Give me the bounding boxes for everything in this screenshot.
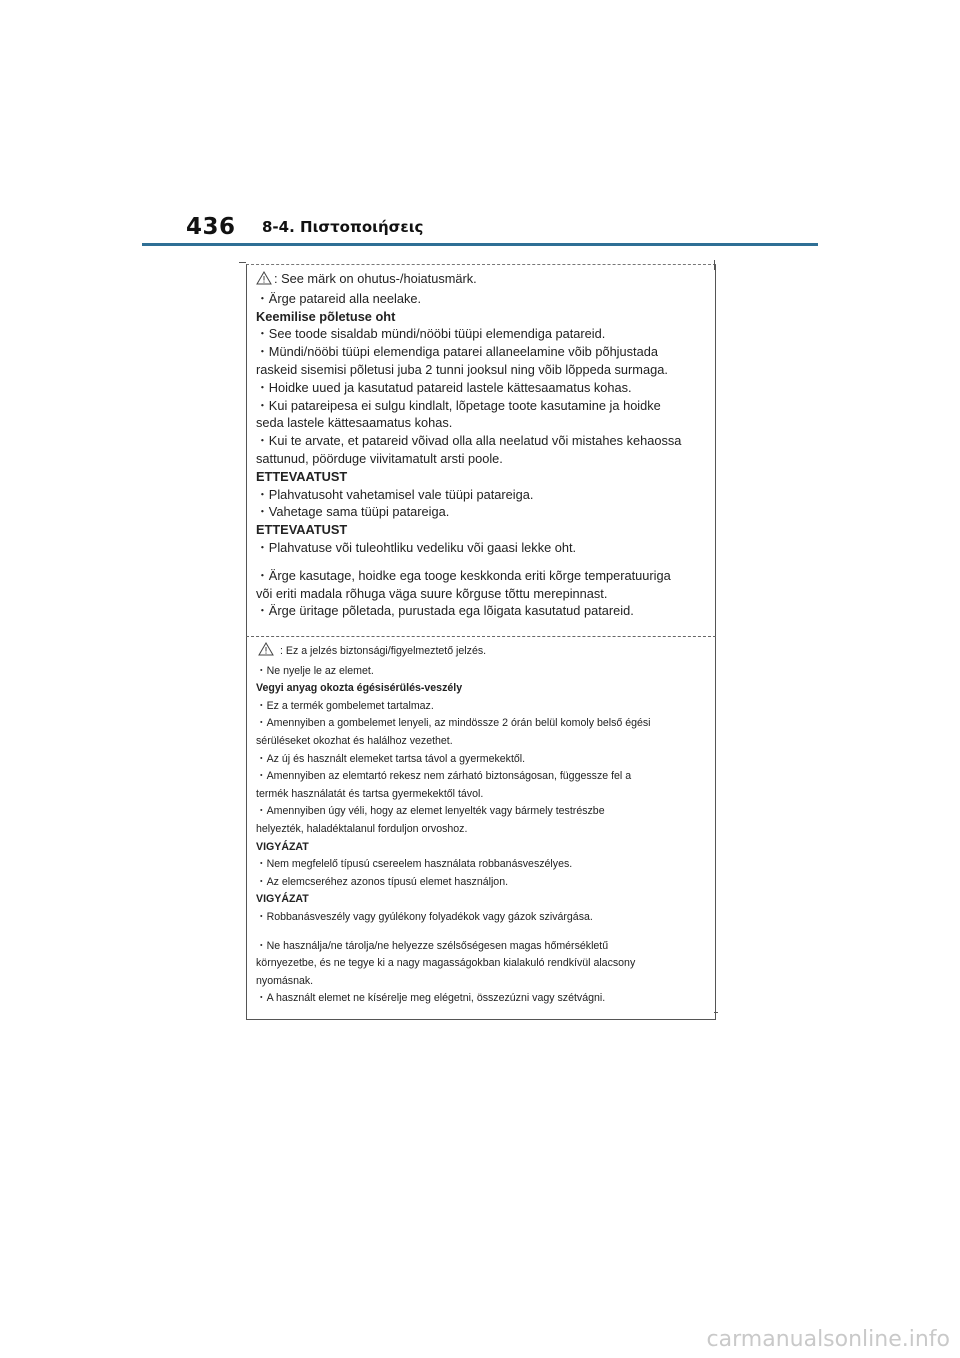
estonian-warning-line: : See märk on ohutus-/hoiatusmärk.: [256, 270, 708, 290]
estonian-heading: ETTEVAATUST: [256, 468, 348, 484]
hungarian-line: ・Az új és használt elemeket tartsa távol a gyermekektől.: [256, 752, 526, 765]
estonian-line: ・See toode sisaldab mündi/nööbi tüüpi elemendiga patareid.: [256, 326, 606, 342]
hungarian-line: ・Robbanásveszély vagy gyúlékony folyadékok vagy gázok szivárgása.: [256, 910, 593, 923]
estonian-heading: Keemilise põletuse oht: [256, 308, 396, 324]
estonian-line: ・Plahvatuse või tuleohtliku vedeliku või gaasi lekke oht.: [256, 539, 577, 555]
estonian-line: ・Vahetage sama tüüpi patareiga.: [256, 504, 450, 520]
hungarian-line: ・Ez a termék gombelemet tartalmaz.: [256, 699, 434, 712]
hungarian-warning-line: : Ez a jelzés biztonsági/figyelmeztető jelzés.: [256, 642, 708, 663]
section-title: 8-4. Πιστοποιήσεις: [262, 218, 424, 236]
hungarian-line: nyomásnak.: [256, 974, 314, 987]
hungarian-line: környezetbe, és ne tegye ki a nagy magasságokban kialakuló rendkívül alacsony: [256, 957, 636, 970]
estonian-line: ・Kui te arvate, et patareid võivad olla alla neelatud või mistahes kehaossa: [256, 433, 682, 449]
hungarian-heading: Vegyi anyag okozta égésisérülés-veszély: [256, 682, 463, 695]
hungarian-heading: VIGYÁZAT: [256, 893, 309, 906]
estonian-line: ・Hoidke uued ja kasutatud patareid lastele kättesaamatus kohas.: [256, 379, 632, 395]
estonian-line: ・Mündi/nööbi tüüpi elemendiga patarei allaneelamine võib põhjustada: [256, 344, 658, 360]
warning-triangle-icon: [258, 642, 274, 663]
page-number: 436: [186, 214, 236, 240]
hungarian-line: ・Amennyiben az elemtartó rekesz nem zárható biztonságosan, függessze fel a: [256, 770, 632, 783]
estonian-heading: ETTEVAATUST: [256, 522, 348, 538]
hungarian-line: ・Amennyiben úgy véli, hogy az elemet lenyelték vagy bármely testrészbe: [256, 805, 605, 818]
hungarian-line: sérüléseket okozhat és halálhoz vezethet.: [256, 734, 453, 747]
hungarian-line: ・Nem megfelelő típusú csereelem használata robbanásveszélyes.: [256, 858, 573, 871]
estonian-line: ・Ärge üritage põletada, purustada ega lõigata kasutatud patareid.: [256, 603, 634, 619]
hungarian-line: ・Ne nyelje le az elemet.: [256, 664, 374, 677]
header-rule: [142, 243, 818, 246]
hungarian-heading: VIGYÁZAT: [256, 840, 309, 853]
estonian-line: ・Ärge patareid alla neelake.: [256, 290, 422, 306]
hungarian-line: helyezték, haladéktalanul forduljon orvoshoz.: [256, 822, 468, 835]
hungarian-line: termék használatát és tartsa gyermekektől távol.: [256, 787, 484, 800]
estonian-line: seda lastele kättesaamatus kohas.: [256, 415, 453, 431]
estonian-line: ・Ärge kasutage, hoidke ega tooge keskkonda eriti kõrge temperatuuriga: [256, 567, 671, 583]
estonian-line: ・Plahvatusoht vahetamisel vale tüüpi patareiga.: [256, 486, 534, 502]
hungarian-line: ・Amennyiben a gombelemet lenyeli, az mindössze 2 órán belül komoly belső égési: [256, 717, 651, 730]
box-corner-tick: [714, 1012, 718, 1013]
estonian-line: sattunud, pöörduge viivitamatult arsti poole.: [256, 450, 503, 466]
hungarian-notice: [256, 642, 708, 1008]
estonian-line: raskeid sisemisi põletusi juba 2 tunni jooksul ning võib lõppeda surmaga.: [256, 361, 668, 377]
hungarian-line: ・A használt elemet ne kísérelje meg elégetni, összezúzni vagy szétvágni.: [256, 992, 606, 1005]
hungarian-line: ・Ne használja/ne tárolja/ne helyezze szélsőségesen magas hőmérsékletű: [256, 939, 609, 952]
estonian-notice: [256, 270, 708, 620]
estonian-line: ・Kui patareipesa ei sulgu kindlalt, lõpetage toote kasutamine ja hoidke: [256, 397, 661, 413]
warning-triangle-icon: [256, 271, 272, 290]
box-corner-tick: [714, 260, 715, 270]
language-divider: [246, 636, 716, 637]
watermark: carmanualsonline.info: [706, 1327, 950, 1352]
hungarian-line: ・Az elemcseréhez azonos típusú elemet használjon.: [256, 875, 509, 888]
estonian-line: või eriti madala rõhuga väga suure kõrguse tõttu merepinnast.: [256, 585, 608, 601]
